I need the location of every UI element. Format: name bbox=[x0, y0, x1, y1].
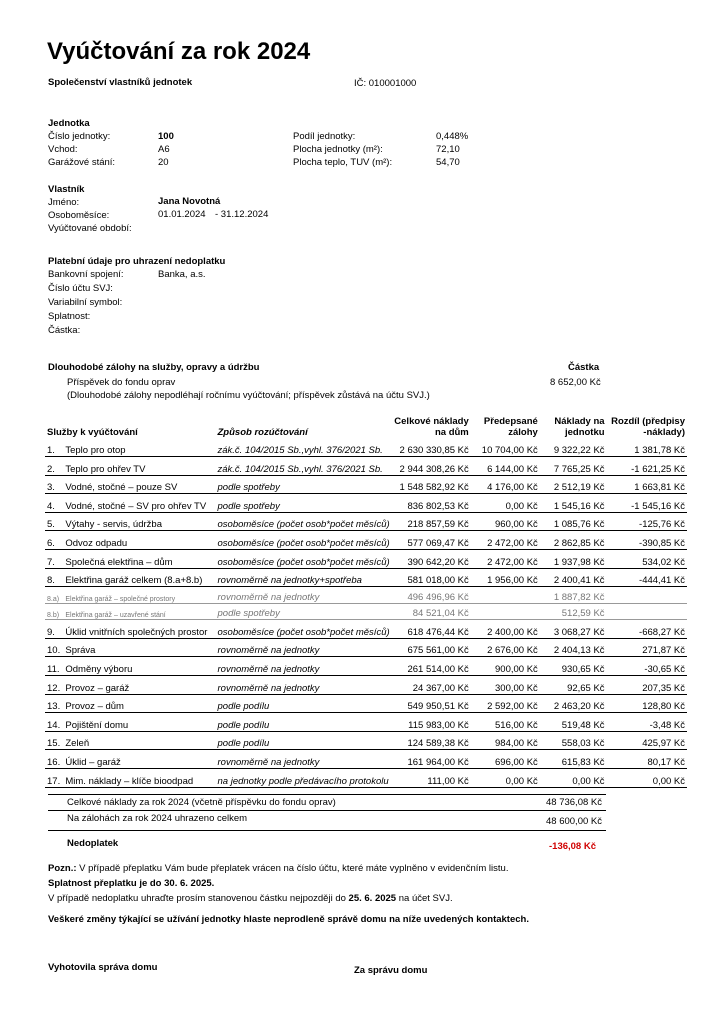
summary-total-value: 48 736,08 Kč bbox=[546, 797, 602, 808]
table-row bbox=[45, 750, 687, 769]
row-cost: 2 512,19 Kč bbox=[540, 475, 607, 494]
row-cost: 1 887,82 Kč bbox=[540, 587, 607, 604]
owner-name-label: Jméno: bbox=[48, 197, 80, 208]
table-row bbox=[45, 713, 687, 732]
unit-entrance-value: A6 bbox=[158, 144, 170, 155]
row-advance: 0,00 Kč bbox=[471, 494, 540, 513]
row-diff: 1 663,81 Kč bbox=[607, 475, 687, 494]
table-row bbox=[45, 438, 687, 457]
col-cost: Náklady na jednotku bbox=[554, 416, 605, 438]
row-total: 577 069,47 Kč bbox=[392, 531, 471, 550]
col-diff: Rozdíl (předpisy -náklady) bbox=[611, 416, 685, 438]
row-method: rovnoměrně na jednotky bbox=[214, 657, 392, 676]
row-total: 111,00 Kč bbox=[392, 769, 471, 788]
col-method: Způsob rozúčtování bbox=[217, 427, 308, 438]
row-cost: 3 068,27 Kč bbox=[540, 620, 607, 639]
account-label: Číslo účtu SVJ: bbox=[48, 283, 113, 294]
row-advance: 2 592,00 Kč bbox=[471, 694, 540, 713]
row-total: 84 521,04 Kč bbox=[392, 603, 471, 620]
summary-top-line bbox=[48, 794, 606, 795]
row-number: 2. bbox=[45, 457, 63, 476]
row-service-name: Elektřina garáž – společné prostory bbox=[63, 587, 213, 604]
row-number: 15. bbox=[45, 731, 63, 750]
row-method: osoboměsíce (počet osob*počet měsíců) bbox=[214, 531, 392, 550]
owner-name-value: Jana Novotná bbox=[158, 196, 221, 207]
row-cost: 1 937,98 Kč bbox=[540, 550, 607, 569]
col-advance: Předepsané zálohy bbox=[483, 416, 538, 438]
row-advance: 2 472,00 Kč bbox=[471, 531, 540, 550]
row-number: 11. bbox=[45, 657, 63, 676]
row-number: 16. bbox=[45, 750, 63, 769]
company-name: Společenství vlastníků jednotek bbox=[48, 77, 193, 88]
owner-period-label: Vyúčtované období: bbox=[48, 223, 132, 234]
summary-mid-line bbox=[48, 810, 606, 811]
table-row bbox=[45, 769, 687, 788]
result-value: -136,08 Kč bbox=[549, 841, 597, 852]
row-diff: -444,41 Kč bbox=[607, 568, 687, 587]
row-service-name: Teplo pro ohřev TV bbox=[63, 457, 213, 476]
row-cost: 558,03 Kč bbox=[540, 731, 607, 750]
table-row bbox=[45, 587, 687, 604]
unit-garage-value: 20 bbox=[158, 157, 169, 168]
row-total: 390 642,20 Kč bbox=[392, 550, 471, 569]
row-advance bbox=[471, 603, 540, 620]
row-diff: -3,48 Kč bbox=[607, 713, 687, 732]
row-advance: 516,00 Kč bbox=[471, 713, 540, 732]
unit-entrance-label: Vchod: bbox=[48, 144, 78, 155]
row-advance: 2 676,00 Kč bbox=[471, 638, 540, 657]
row-total: 836 802,53 Kč bbox=[392, 494, 471, 513]
row-method: podle spotřeby bbox=[214, 603, 392, 620]
unit-heat-area-label: Plocha teplo, TUV (m²): bbox=[293, 157, 393, 168]
fund-label: Příspěvek do fondu oprav bbox=[67, 377, 176, 388]
row-diff: 128,80 Kč bbox=[607, 694, 687, 713]
row-advance: 300,00 Kč bbox=[471, 676, 540, 695]
row-total: 581 018,00 Kč bbox=[392, 568, 471, 587]
row-advance: 1 956,00 Kč bbox=[471, 568, 540, 587]
row-service-name: Pojištění domu bbox=[63, 713, 213, 732]
row-total: 675 561,00 Kč bbox=[392, 638, 471, 657]
bank-label: Bankovní spojení: bbox=[48, 269, 124, 280]
table-row bbox=[45, 603, 687, 620]
row-advance: 10 704,00 Kč bbox=[471, 438, 540, 457]
row-advance: 6 144,00 Kč bbox=[471, 457, 540, 476]
unit-share-label: Podíl jednotky: bbox=[293, 131, 356, 142]
row-total: 496 496,96 Kč bbox=[392, 587, 471, 604]
table-row bbox=[45, 457, 687, 476]
row-diff: 425,97 Kč bbox=[607, 731, 687, 750]
row-number: 1. bbox=[45, 438, 63, 457]
row-service-name: Vodné, stočné – SV pro ohřev TV bbox=[63, 494, 213, 513]
row-total: 2 944 308,26 Kč bbox=[392, 457, 471, 476]
unit-area-label: Plocha jednotky (m²): bbox=[293, 144, 383, 155]
page-title: Vyúčtování za rok 2024 bbox=[47, 38, 311, 65]
row-diff: -30,65 Kč bbox=[607, 657, 687, 676]
row-method: zák.č. 104/2015 Sb.,vyhl. 376/2021 Sb. bbox=[214, 457, 392, 476]
row-method: osoboměsíce (počet osob*počet měsíců) bbox=[214, 550, 392, 569]
row-cost: 615,83 Kč bbox=[540, 750, 607, 769]
row-number: 8.a) bbox=[45, 587, 63, 604]
row-service-name: Odvoz odpadu bbox=[63, 531, 213, 550]
row-advance: 2 400,00 Kč bbox=[471, 620, 540, 639]
row-service-name: Zeleň bbox=[63, 731, 213, 750]
row-service-name: Společná elektřina – dům bbox=[63, 550, 213, 569]
row-method: podle podílu bbox=[214, 713, 392, 732]
note-refund-due: Splatnost přeplatku je do 30. 6. 2025. bbox=[48, 878, 215, 889]
note-debt: V případě nedoplatku uhraďte prosím stanovenou částku nejpozději do 25. 6. 2025 na účet SVJ. bbox=[48, 893, 453, 904]
row-number: 9. bbox=[45, 620, 63, 639]
row-cost: 2 463,20 Kč bbox=[540, 694, 607, 713]
unit-area-value: 72,10 bbox=[436, 144, 460, 155]
row-method: podle spotřeby bbox=[214, 494, 392, 513]
table-row bbox=[45, 568, 687, 587]
row-service-name: Úklid – garáž bbox=[63, 750, 213, 769]
row-diff bbox=[607, 603, 687, 620]
row-number: 13. bbox=[45, 694, 63, 713]
row-total: 2 630 330,85 Kč bbox=[392, 438, 471, 457]
row-total: 549 950,51 Kč bbox=[392, 694, 471, 713]
amount-label: Částka: bbox=[48, 325, 81, 336]
due-label: Splatnost: bbox=[48, 311, 91, 322]
unit-number-label: Číslo jednotky: bbox=[48, 131, 111, 142]
footer-left: Vyhotovila správa domu bbox=[48, 962, 158, 973]
row-method: osoboměsíce (počet osob*počet měsíců) bbox=[214, 620, 392, 639]
unit-garage-label: Garážové stání: bbox=[48, 157, 116, 168]
col-service: Služby k vyúčtování bbox=[47, 427, 138, 438]
longterm-heading: Dlouhodobé zálohy na služby, opravy a údržbu bbox=[48, 362, 260, 373]
row-cost: 1 085,76 Kč bbox=[540, 512, 607, 531]
summary-paid-value: 48 600,00 Kč bbox=[546, 816, 602, 827]
row-diff: -125,76 Kč bbox=[607, 512, 687, 531]
row-total: 218 857,59 Kč bbox=[392, 512, 471, 531]
row-method: rovnoměrně na jednotky bbox=[214, 587, 392, 604]
row-service-name: Odměny výboru bbox=[63, 657, 213, 676]
row-method: podle podílu bbox=[214, 694, 392, 713]
row-cost: 9 322,22 Kč bbox=[540, 438, 607, 457]
table-row bbox=[45, 494, 687, 513]
note-changes: Veškeré změny týkající se užívání jednotky hlaste neprodleně správě domu na níže uvedených kontaktech. bbox=[48, 914, 529, 925]
row-method: zák.č. 104/2015 Sb.,vyhl. 376/2021 Sb. bbox=[214, 438, 392, 457]
row-total: 115 983,00 Kč bbox=[392, 713, 471, 732]
row-diff: -1 545,16 Kč bbox=[607, 494, 687, 513]
footer-right: Za správu domu bbox=[354, 965, 428, 976]
row-service-name: Vodné, stočné – pouze SV bbox=[63, 475, 213, 494]
summary-paid-label: Na zálohách za rok 2024 uhrazeno celkem bbox=[67, 813, 248, 824]
owner-heading: Vlastník bbox=[48, 184, 85, 195]
row-advance: 0,00 Kč bbox=[471, 769, 540, 788]
row-service-name: Elektřina garáž celkem (8.a+8.b) bbox=[63, 568, 213, 587]
row-diff: -668,27 Kč bbox=[607, 620, 687, 639]
row-advance bbox=[471, 587, 540, 604]
row-diff: 1 381,78 Kč bbox=[607, 438, 687, 457]
row-method: rovnoměrně na jednotky bbox=[214, 638, 392, 657]
row-total: 261 514,00 Kč bbox=[392, 657, 471, 676]
row-total: 618 476,44 Kč bbox=[392, 620, 471, 639]
col-total: Celkové náklady na dům bbox=[394, 416, 469, 438]
table-row bbox=[45, 638, 687, 657]
table-row bbox=[45, 550, 687, 569]
longterm-amount-heading: Částka bbox=[568, 362, 600, 373]
row-service-name: Mim. náklady – klíče bioodpad bbox=[63, 769, 213, 788]
row-total: 24 367,00 Kč bbox=[392, 676, 471, 695]
unit-number-value: 100 bbox=[158, 131, 174, 142]
row-cost: 519,48 Kč bbox=[540, 713, 607, 732]
fund-value: 8 652,00 Kč bbox=[550, 377, 601, 388]
longterm-note: (Dlouhodobé zálohy nepodléhají ročnímu vyúčtování; příspěvek zůstává na účtu SVJ.) bbox=[67, 390, 430, 401]
period-from: 01.01.2024 bbox=[158, 209, 206, 220]
unit-heading: Jednotka bbox=[48, 118, 90, 129]
result-label: Nedoplatek bbox=[67, 838, 119, 849]
company-ico: IČ: 010001000 bbox=[354, 78, 417, 89]
row-advance: 984,00 Kč bbox=[471, 731, 540, 750]
table-row bbox=[45, 657, 687, 676]
payment-heading: Platební údaje pro uhrazení nedoplatku bbox=[48, 256, 226, 267]
row-method: rovnoměrně na jednotky bbox=[214, 676, 392, 695]
row-number: 6. bbox=[45, 531, 63, 550]
row-advance: 4 176,00 Kč bbox=[471, 475, 540, 494]
row-diff bbox=[607, 587, 687, 604]
row-number: 12. bbox=[45, 676, 63, 695]
row-method: na jednotky podle předávacího protokolu bbox=[214, 769, 392, 788]
unit-share-value: 0,448% bbox=[436, 131, 469, 142]
row-service-name: Provoz – dům bbox=[63, 694, 213, 713]
summary-bottom-line bbox=[48, 830, 606, 831]
period-to: - 31.12.2024 bbox=[215, 209, 269, 220]
row-cost: 2 400,41 Kč bbox=[540, 568, 607, 587]
row-diff: 271,87 Kč bbox=[607, 638, 687, 657]
unit-heat-area-value: 54,70 bbox=[436, 157, 460, 168]
row-service-name: Teplo pro otop bbox=[63, 438, 213, 457]
row-service-name: Elektřina garáž – uzavřené stání bbox=[63, 603, 213, 620]
row-service-name: Správa bbox=[63, 638, 213, 657]
row-method: rovnoměrně na jednotky bbox=[214, 750, 392, 769]
row-number: 14. bbox=[45, 713, 63, 732]
bank-value: Banka, a.s. bbox=[158, 269, 206, 280]
row-diff: 80,17 Kč bbox=[607, 750, 687, 769]
summary-total-label: Celkové náklady za rok 2024 (včetně příspěvku do fondu oprav) bbox=[67, 797, 336, 808]
row-service-name: Úklid vnitřních společných prostor bbox=[63, 620, 213, 639]
row-cost: 2 862,85 Kč bbox=[540, 531, 607, 550]
row-total: 161 964,00 Kč bbox=[392, 750, 471, 769]
row-advance: 960,00 Kč bbox=[471, 512, 540, 531]
row-cost: 512,59 Kč bbox=[540, 603, 607, 620]
table-row bbox=[45, 531, 687, 550]
table-row bbox=[45, 620, 687, 639]
row-diff: 534,02 Kč bbox=[607, 550, 687, 569]
note-refund: Pozn.: V případě přeplatku Vám bude přeplatek vrácen na číslo účtu, které máte vyplněno v evidenčním listu. bbox=[48, 863, 509, 874]
table-row bbox=[45, 512, 687, 531]
row-diff: -390,85 Kč bbox=[607, 531, 687, 550]
row-cost: 7 765,25 Kč bbox=[540, 457, 607, 476]
row-number: 3. bbox=[45, 475, 63, 494]
row-service-name: Výtahy - servis, údržba bbox=[63, 512, 213, 531]
row-advance: 696,00 Kč bbox=[471, 750, 540, 769]
owner-months-label: Osoboměsíce: bbox=[48, 210, 110, 221]
row-number: 8. bbox=[45, 568, 63, 587]
row-number: 8.b) bbox=[45, 603, 63, 620]
row-total: 1 548 582,92 Kč bbox=[392, 475, 471, 494]
row-cost: 0,00 Kč bbox=[540, 769, 607, 788]
row-total: 124 589,38 Kč bbox=[392, 731, 471, 750]
row-diff: -1 621,25 Kč bbox=[607, 457, 687, 476]
row-diff: 0,00 Kč bbox=[607, 769, 687, 788]
row-number: 10. bbox=[45, 638, 63, 657]
vs-label: Variabilní symbol: bbox=[48, 297, 123, 308]
services-table bbox=[45, 410, 687, 788]
row-method: rovnoměrně na jednotky+spotřeba bbox=[214, 568, 392, 587]
table-row bbox=[45, 694, 687, 713]
table-row bbox=[45, 676, 687, 695]
row-cost: 930,65 Kč bbox=[540, 657, 607, 676]
row-method: podle podílu bbox=[214, 731, 392, 750]
table-row bbox=[45, 475, 687, 494]
row-diff: 207,35 Kč bbox=[607, 676, 687, 695]
row-cost: 2 404,13 Kč bbox=[540, 638, 607, 657]
row-cost: 92,65 Kč bbox=[540, 676, 607, 695]
row-number: 5. bbox=[45, 512, 63, 531]
row-number: 7. bbox=[45, 550, 63, 569]
row-method: osoboměsíce (počet osob*počet měsíců) bbox=[214, 512, 392, 531]
row-method: podle spotřeby bbox=[214, 475, 392, 494]
row-advance: 2 472,00 Kč bbox=[471, 550, 540, 569]
row-advance: 900,00 Kč bbox=[471, 657, 540, 676]
row-number: 4. bbox=[45, 494, 63, 513]
row-cost: 1 545,16 Kč bbox=[540, 494, 607, 513]
row-number: 17. bbox=[45, 769, 63, 788]
table-row bbox=[45, 731, 687, 750]
row-service-name: Provoz – garáž bbox=[63, 676, 213, 695]
